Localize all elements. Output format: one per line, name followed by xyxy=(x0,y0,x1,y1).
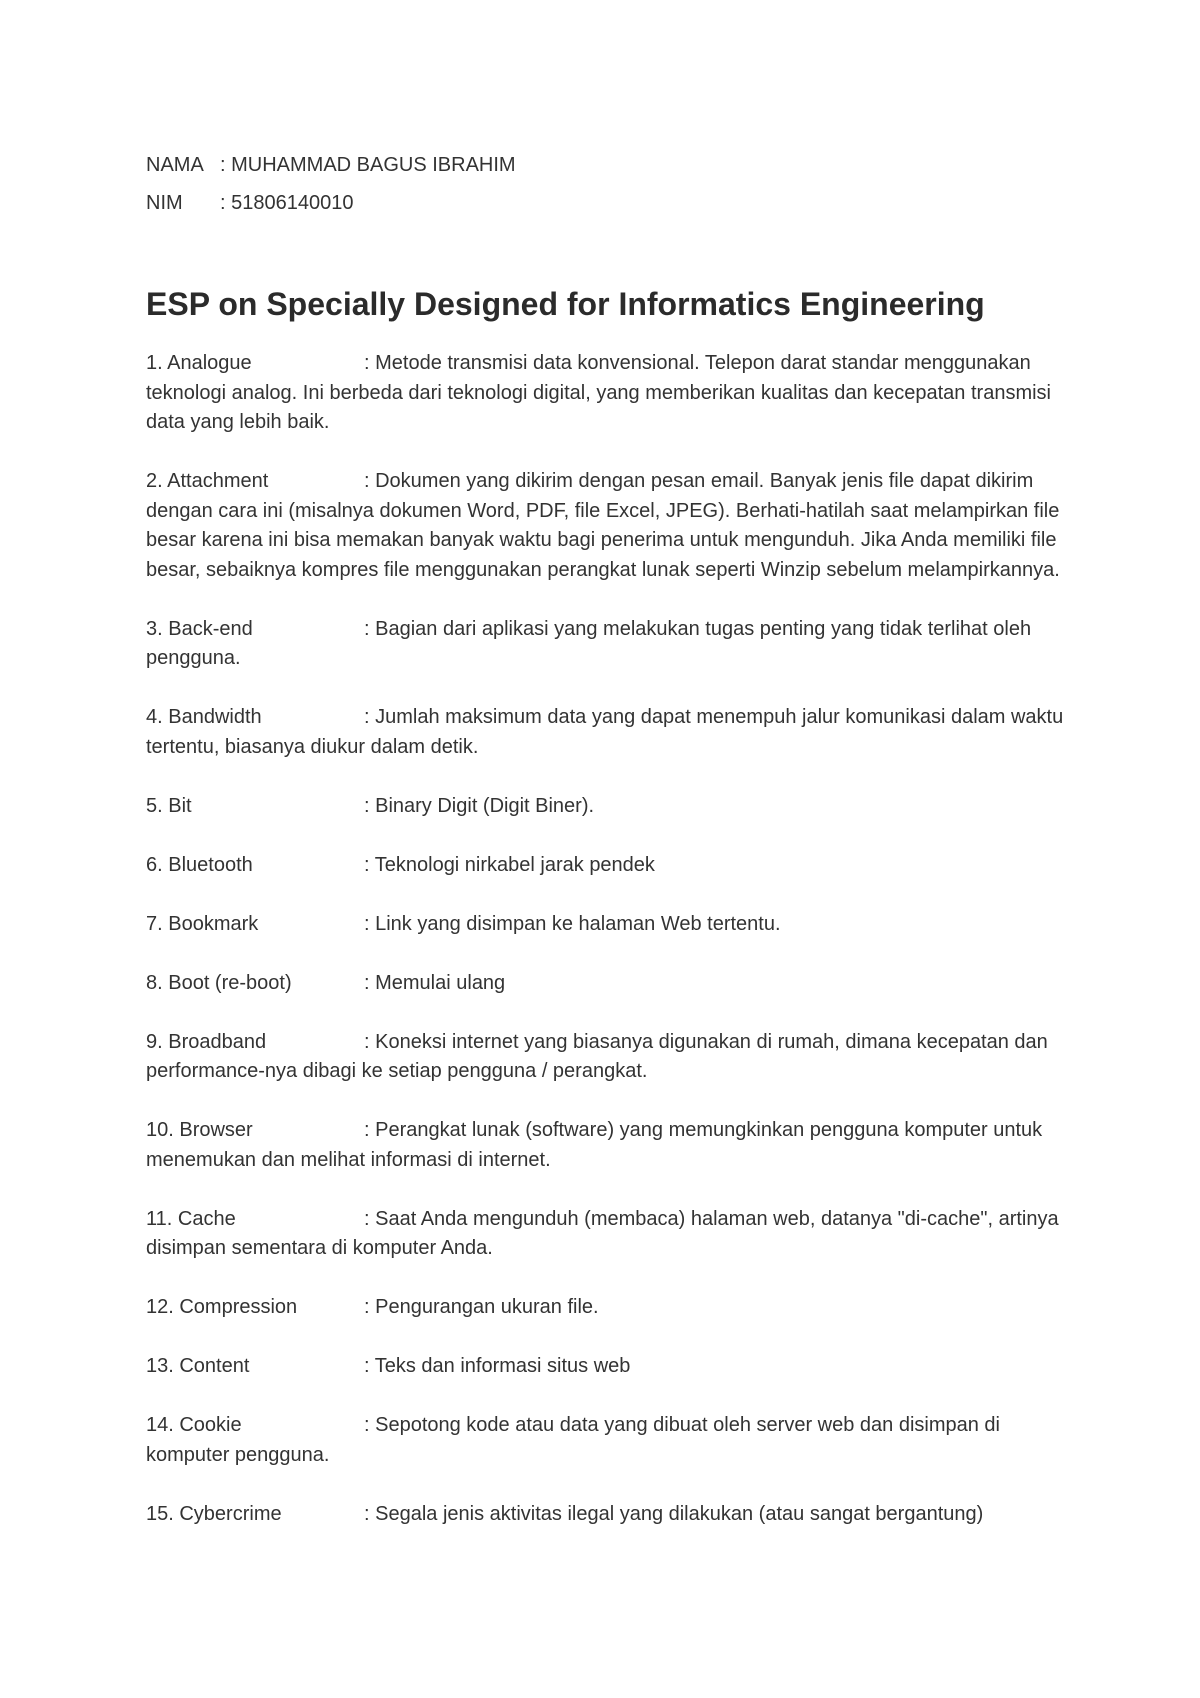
name-label: NAMA xyxy=(146,154,204,176)
glossary-term: 7. Bookmark xyxy=(146,912,259,935)
glossary-entry xyxy=(146,851,1066,881)
glossary-definition: : Memulai ulang xyxy=(364,971,506,994)
glossary-definition: : Segala jenis aktivitas ilegal yang dilakukan (atau sangat bergantung) xyxy=(364,1502,984,1525)
glossary-definition: : Sepotong kode atau data yang dibuat oleh server web dan disimpan di komputer pengguna. xyxy=(146,1414,1000,1466)
glossary-entry xyxy=(146,1116,1066,1175)
glossary-entry xyxy=(146,910,1066,940)
glossary-term: 5. Bit xyxy=(146,794,192,817)
glossary-definition: : Link yang disimpan ke halaman Web tertentu. xyxy=(364,912,781,935)
glossary-entry xyxy=(146,792,1066,822)
glossary-entry xyxy=(146,1293,1066,1323)
glossary-definition: : Bagian dari aplikasi yang melakukan tugas penting yang tidak terlihat oleh pengguna. xyxy=(146,617,1032,669)
glossary-entry xyxy=(146,703,1066,762)
glossary-entry xyxy=(146,349,1066,438)
glossary-term: 3. Back-end xyxy=(146,617,253,640)
name-row xyxy=(146,146,516,184)
glossary-term: 1. Analogue xyxy=(146,352,252,374)
glossary-term: 13. Content xyxy=(146,1355,250,1377)
glossary-entry xyxy=(146,615,1066,674)
glossary-entry xyxy=(146,467,1066,585)
name-value: : MUHAMMAD BAGUS IBRAHIM xyxy=(220,154,516,176)
glossary-term: 8. Boot (re-boot) xyxy=(146,971,292,994)
glossary-term: 12. Compression xyxy=(146,1296,298,1318)
glossary-entry xyxy=(146,1028,1066,1087)
glossary-term: 4. Bandwidth xyxy=(146,706,262,728)
document-title: ESP on Specially Designed for Informatics Engineering xyxy=(146,286,985,322)
glossary-term: 15. Cybercrime xyxy=(146,1502,282,1525)
glossary-entry xyxy=(146,969,1066,999)
student-identity xyxy=(146,146,516,222)
nim-value: : 51806140010 xyxy=(220,192,354,214)
glossary-list xyxy=(146,349,1066,1559)
glossary-definition: : Jumlah maksimum data yang dapat menempuh jalur komunikasi dalam waktu tertentu, biasanya diukur dalam detik. xyxy=(146,706,1064,758)
glossary-definition: : Perangkat lunak (software) yang memungkinkan pengguna komputer untuk menemukan dan melihat informasi di internet. xyxy=(146,1119,1043,1171)
glossary-entry xyxy=(146,1411,1066,1470)
glossary-entry xyxy=(146,1205,1066,1264)
glossary-entry xyxy=(146,1500,1066,1530)
glossary-term: 2. Attachment xyxy=(146,470,269,492)
glossary-definition: : Koneksi internet yang biasanya digunakan di rumah, dimana kecepatan dan performance-nya dibagi ke setiap pengguna / perangkat. xyxy=(146,1030,1048,1082)
glossary-term: 14. Cookie xyxy=(146,1414,242,1436)
nim-label: NIM xyxy=(146,192,183,214)
glossary-term: 6. Bluetooth xyxy=(146,853,253,876)
nim-row xyxy=(146,184,516,222)
glossary-definition: : Saat Anda mengunduh (membaca) halaman web, datanya "di-cache", artinya disimpan sementara di komputer Anda. xyxy=(146,1207,1059,1259)
glossary-term: 10. Browser xyxy=(146,1119,253,1141)
glossary-definition: : Teks dan informasi situs web xyxy=(364,1355,631,1377)
glossary-term: 11. Cache xyxy=(146,1207,236,1230)
glossary-definition: : Metode transmisi data konvensional. Telepon darat standar menggunakan teknologi analog. Ini berbeda dari teknologi digital, yang memberikan kualitas dan kecepatan transmisi data yang lebih baik. xyxy=(146,352,1051,433)
glossary-definition: : Dokumen yang dikirim dengan pesan email. Banyak jenis file dapat dikirim dengan cara ini (misalnya dokumen Word, PDF, file Excel, JPEG). Berhati-hatilah saat melampirkan file besar karena ini bisa memakan banyak waktu bagi penerima untuk mengunduh. Jika Anda memiliki file besar, sebaiknya kompres file menggunakan perangkat lunak seperti Winzip sebelum melampirkannya. xyxy=(146,470,1060,581)
glossary-definition: : Binary Digit (Digit Biner). xyxy=(364,794,595,817)
glossary-definition: : Teknologi nirkabel jarak pendek xyxy=(364,853,655,876)
glossary-entry xyxy=(146,1352,1066,1382)
glossary-definition: : Pengurangan ukuran file. xyxy=(364,1296,599,1318)
glossary-term: 9. Broadband xyxy=(146,1030,267,1053)
